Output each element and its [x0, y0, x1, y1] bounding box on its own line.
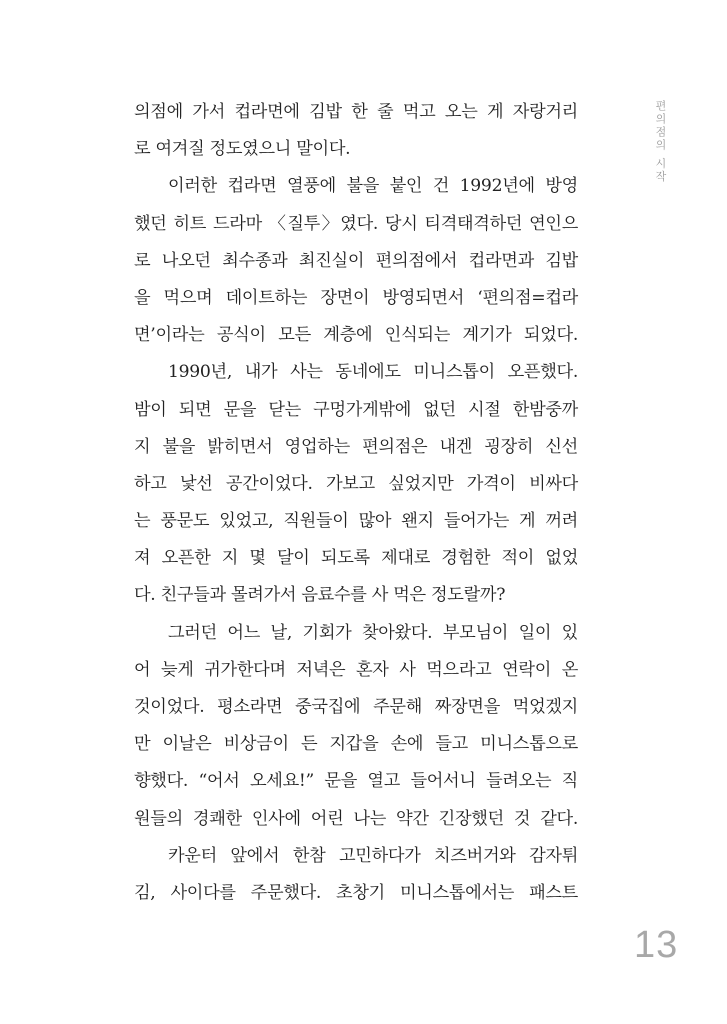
text-line-9: 밤이 되면 문을 닫는 구멍가게밖에 없던 시절 한밤중까	[134, 399, 578, 420]
text-line-11: 하고 낯선 공간이었다. 가보고 싶었지만 가격이 비싸다	[134, 473, 578, 494]
text-line-15: 그러던 어느 날, 기회가 찾아왔다. 부모님이 일이 있	[168, 622, 578, 643]
text-line-16: 어 늦게 귀가한다며 저녁은 혼자 사 먹으라고 연락이 온	[134, 659, 578, 680]
text-line-2: 로 여겨질 정도였으니 말이다.	[134, 139, 351, 160]
text-line-4: 했던 히트 드라마 〈질투〉였다. 당시 티격태격하던 연인으	[134, 213, 578, 234]
text-line-21: 카운터 앞에서 한참 고민하다가 치즈버거와 감자튀	[168, 845, 578, 866]
running-head: 편의점의 시작	[654, 100, 667, 184]
text-line-12: 는 풍문도 있었고, 직원들이 많아 왠지 들어가는 게 꺼려	[134, 511, 578, 532]
text-line-14: 다. 친구들과 몰려가서 음료수를 사 먹은 정도랄까?	[134, 585, 506, 606]
text-line-1: 의점에 가서 컵라면에 김밥 한 줄 먹고 오는 게 자랑거리	[134, 102, 578, 122]
text-line-17: 것이었다. 평소라면 중국집에 주문해 짜장면을 먹었겠지	[134, 697, 578, 717]
text-line-8: 1990년, 내가 사는 동네에도 미니스톱이 오픈했다.	[168, 362, 578, 383]
body-text	[134, 94, 578, 912]
text-line-5: 로 나오던 최수종과 최진실이 편의점에서 컵라면과 김밥	[134, 250, 578, 271]
text-line-20: 원들의 경쾌한 인사에 어린 나는 약간 긴장했던 것 같다.	[134, 808, 578, 829]
text-line-3: 이러한 컵라면 열풍에 불을 붙인 건 1992년에 방영	[168, 176, 578, 197]
text-line-19: 향했다. “어서 오세요!” 문을 열고 들어서니 들려오는 직	[134, 771, 578, 792]
text-line-6: 을 먹으며 데이트하는 장면이 방영되면서 ‘편의점=컵라	[134, 287, 578, 308]
text-line-22: 김, 사이다를 주문했다. 초창기 미니스톱에서는 패스트	[134, 882, 578, 903]
text-line-18: 만 이날은 비상금이 든 지갑을 손에 들고 미니스톱으로	[134, 734, 578, 755]
text-line-13: 져 오픈한 지 몇 달이 되도록 제대로 경험한 적이 없었	[134, 548, 578, 569]
page-number: 13	[634, 924, 679, 966]
text-line-10: 지 불을 밝히면서 영업하는 편의점은 내겐 굉장히 신선	[134, 436, 578, 457]
text-line-7: 면’이라는 공식이 모든 계층에 인식되는 계기가 되었다.	[134, 325, 578, 346]
